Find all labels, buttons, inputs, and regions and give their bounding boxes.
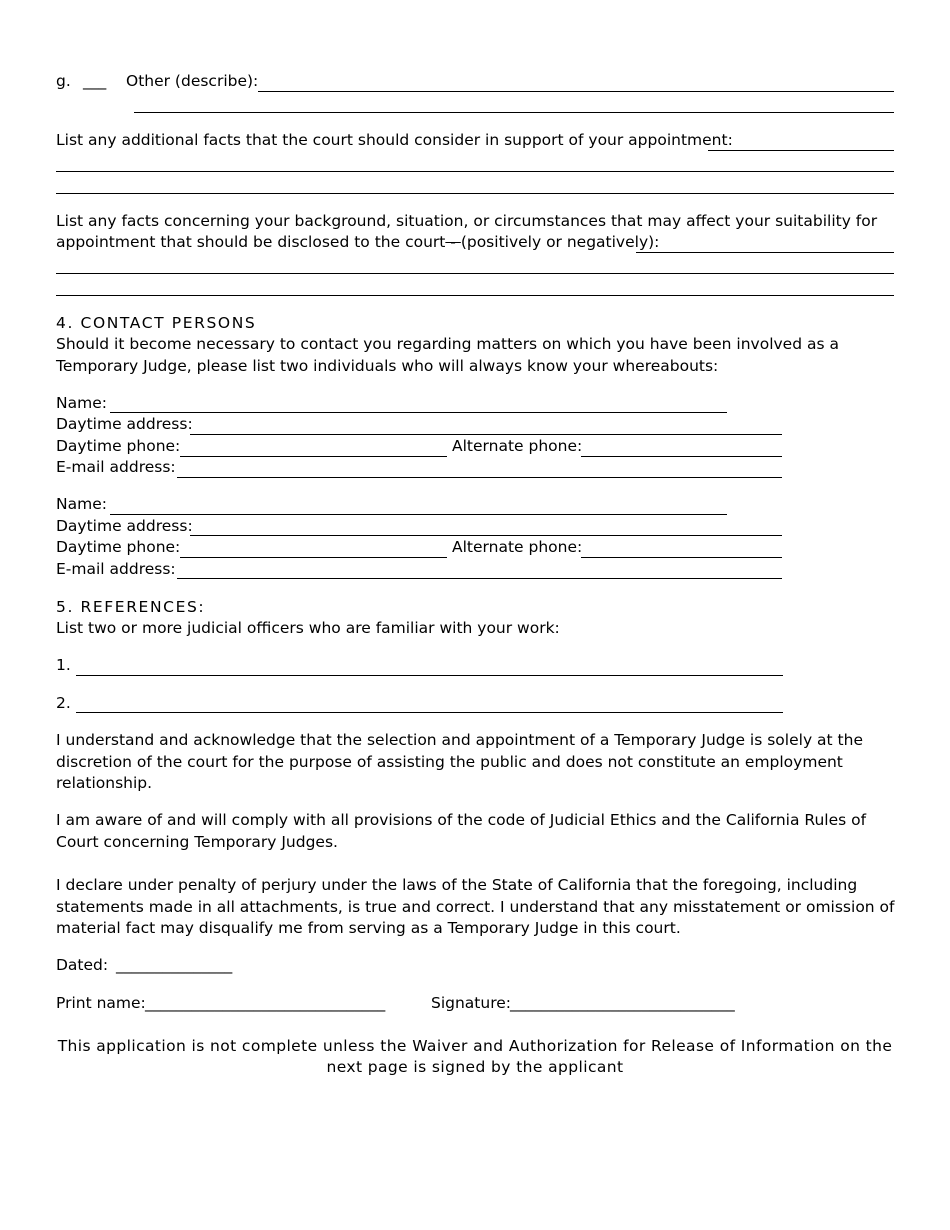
other-blank[interactable]: ___ xyxy=(83,72,107,90)
contact2-alt-phone-line[interactable] xyxy=(581,557,782,558)
footer-notice-line1: This application is not complete unless the Waiver and Authorization for Release of Information on the xyxy=(57,1037,893,1055)
additional-facts-line-3[interactable] xyxy=(56,193,894,194)
contact1-alt-phone-label: Alternate phone: xyxy=(452,437,583,455)
contact-persons-heading: 4. CONTACT PERSONS xyxy=(56,314,257,332)
comply-statement: I am aware of and will comply with all provisions of the code of Judicial Ethics and the California Rules of Court concerning Temporary Judges. xyxy=(56,811,867,851)
contact2-phone-label: Daytime phone: xyxy=(56,538,181,556)
dated-field[interactable]: _______________ xyxy=(116,956,233,974)
contact2-address-line[interactable] xyxy=(190,535,782,536)
contact2-name-label: Name: xyxy=(56,495,107,513)
print-name-label: Print name: xyxy=(56,994,146,1012)
background-facts-line-2[interactable] xyxy=(56,273,894,274)
contact1-address-label: Daytime address: xyxy=(56,415,193,433)
signature-field[interactable]: _____________________________ xyxy=(510,994,735,1012)
contact1-alt-phone-line[interactable] xyxy=(581,456,782,457)
background-facts-line2-end: (positively or negatively): xyxy=(460,233,660,251)
contact1-email-label: E-mail address: xyxy=(56,458,176,476)
other-letter: g. xyxy=(56,72,71,90)
contact1-phone-label: Daytime phone: xyxy=(56,437,181,455)
reference-line-1[interactable] xyxy=(76,675,783,676)
print-name-field[interactable]: _______________________________ xyxy=(145,994,386,1012)
contact2-phone-line[interactable] xyxy=(180,557,447,558)
contact2-address-label: Daytime address: xyxy=(56,517,193,535)
signature-label: Signature: xyxy=(431,994,511,1012)
contact2-alt-phone-label: Alternate phone: xyxy=(452,538,583,556)
background-facts-strike: - xyxy=(445,233,461,251)
background-facts-line1: List any facts concerning your background, situation, or circumstances that may affect your suitability for xyxy=(56,212,878,230)
contact2-email-line[interactable] xyxy=(177,578,782,579)
contact1-phone-line[interactable] xyxy=(180,456,447,457)
background-facts-line2 xyxy=(56,232,659,253)
contact1-name-line[interactable] xyxy=(110,412,727,413)
footer-notice-line2: next page is signed by the applicant xyxy=(326,1058,624,1076)
contact1-name-label: Name: xyxy=(56,394,107,412)
background-facts-line2-start: appointment that should be disclosed to the court xyxy=(56,233,446,251)
background-facts-line-3[interactable] xyxy=(56,295,894,296)
declare-statement: I declare under penalty of perjury under the laws of the State of California that the foregoing, including statements made in all attachments, is true and correct. I understand that any misstatement or omission of material fact may disqualify me from serving as a Temporary Judge in this court. xyxy=(56,876,895,937)
background-facts-line-1[interactable] xyxy=(636,252,894,253)
reference-number-2: 2. xyxy=(56,694,71,712)
reference-number-1: 1. xyxy=(56,656,71,674)
additional-facts-line-1[interactable] xyxy=(708,150,894,151)
contact2-name-line[interactable] xyxy=(110,514,727,515)
contact1-address-line[interactable] xyxy=(190,434,782,435)
other-label: Other (describe): xyxy=(126,72,259,90)
acknowledge-statement: I understand and acknowledge that the selection and appointment of a Temporary Judge is solely at the discretion of the court for the purpose of assisting the public and does not constitute an employment relationship. xyxy=(56,731,863,792)
contact1-email-line[interactable] xyxy=(177,477,782,478)
additional-facts-line-2[interactable] xyxy=(56,171,894,172)
contact-persons-instructions: Should it become necessary to contact you regarding matters on which you have been involved as a Temporary Judge, please list two individuals who will always know your whereabouts: xyxy=(56,335,839,375)
reference-line-2[interactable] xyxy=(76,712,783,713)
references-heading: 5. REFERENCES: xyxy=(56,598,206,616)
other-input-line-1[interactable] xyxy=(258,91,894,92)
other-input-line-2[interactable] xyxy=(134,112,894,113)
additional-facts-prompt: List any additional facts that the court should consider in support of your appointment: xyxy=(56,131,733,149)
references-instructions: List two or more judicial officers who are familiar with your work: xyxy=(56,619,560,637)
contact2-email-label: E-mail address: xyxy=(56,560,176,578)
dated-label: Dated: xyxy=(56,956,109,974)
